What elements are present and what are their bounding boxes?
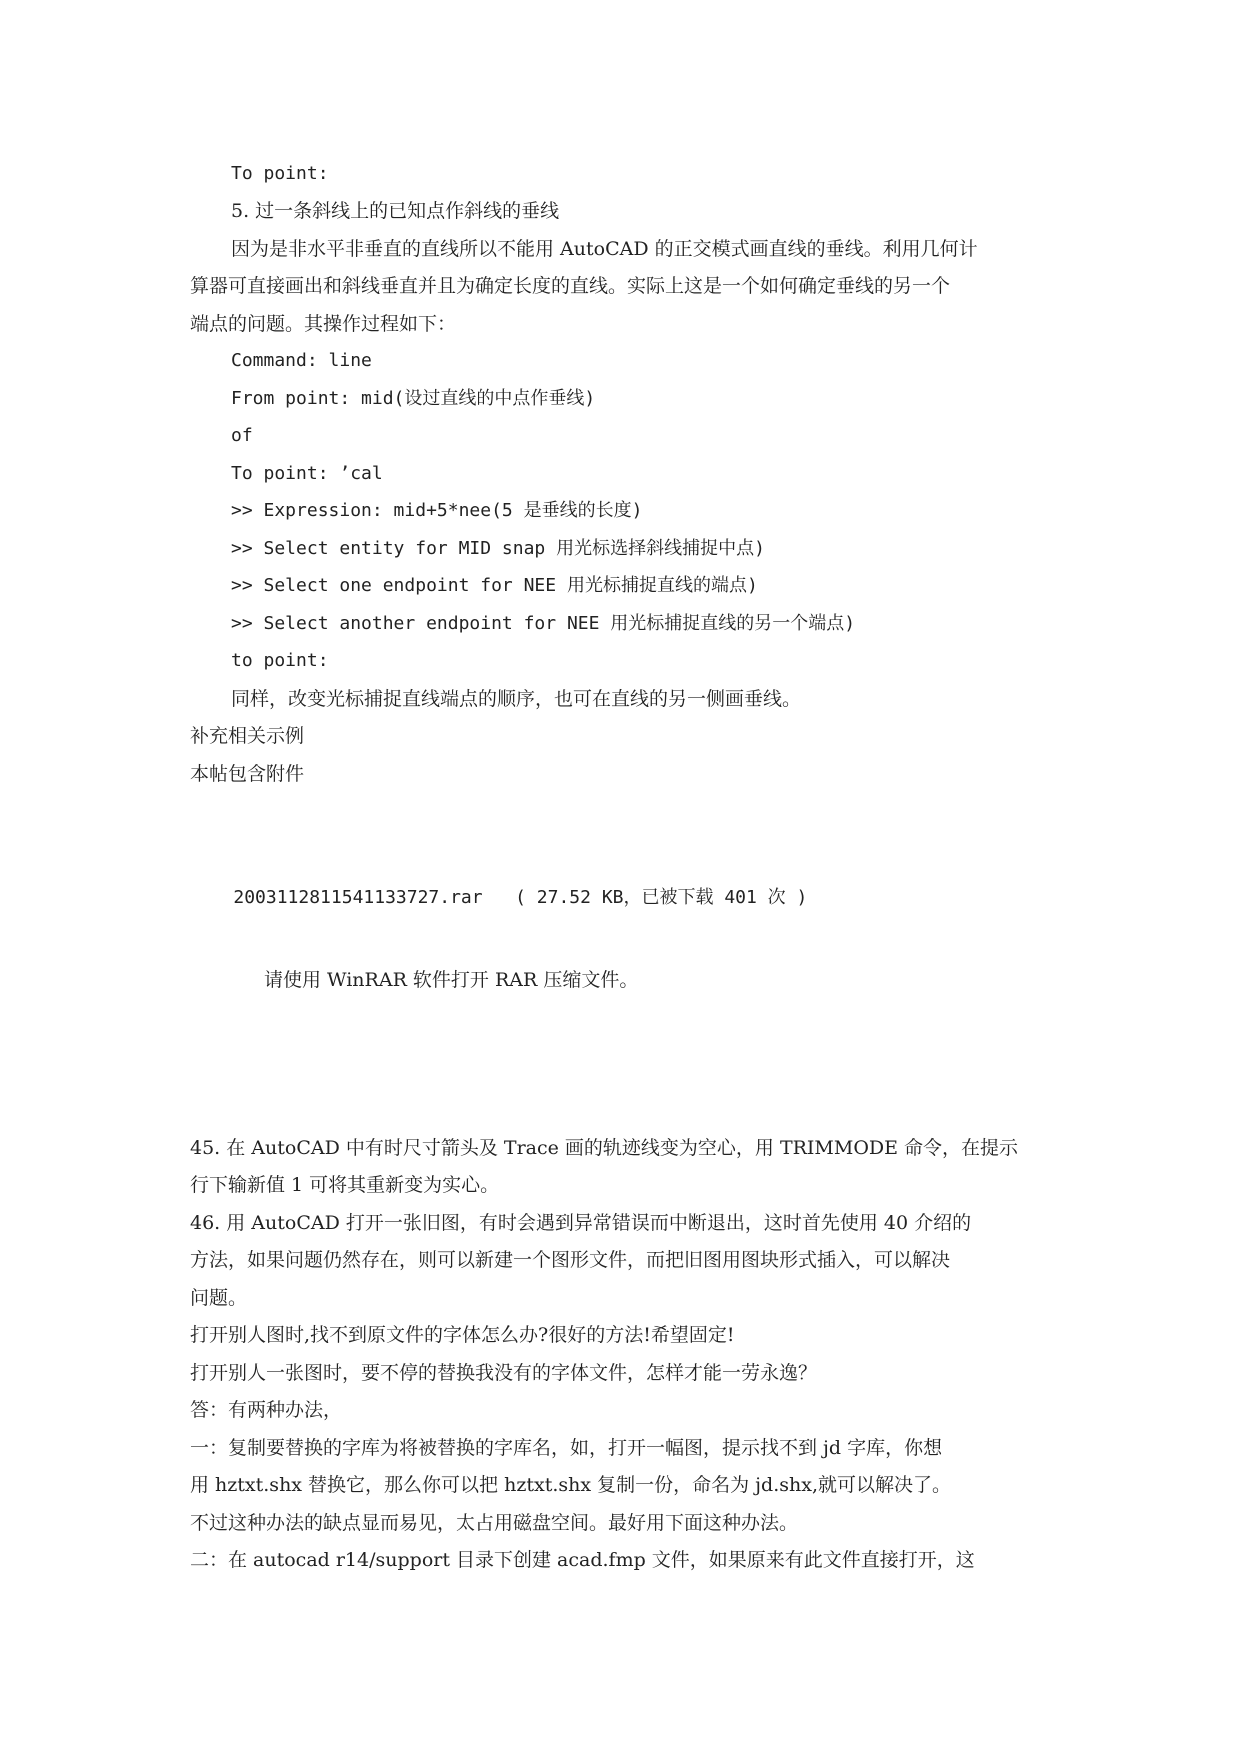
attachment-label: 本帖包含附件	[190, 763, 305, 785]
paragraph-line: 一：复制要替换的字库为将被替换的字库名，如，打开一幅图，提示找不到 jd 字库，你想	[190, 1437, 943, 1459]
command-line: From point: mid(设过直线的中点作垂线)	[231, 388, 596, 409]
winrar-hint: 请使用 WinRAR 软件打开 RAR 压缩文件。	[264, 969, 639, 991]
paragraph-line: 端点的问题。其操作过程如下：	[190, 313, 457, 335]
paragraph-line: 二：在 autocad r14/support 目录下创建 acad.fmp 文件，如果原来有此文件直接打开，这	[190, 1549, 975, 1571]
attachment-info: ( 27.52 KB，已被下载 401 次 )	[515, 887, 808, 908]
command-line: to point:	[231, 650, 329, 671]
paragraph-line: 46. 用 AutoCAD 打开一张旧图，有时会遇到异常错误而中断退出，这时首先使用 40 介绍的	[190, 1212, 972, 1234]
section-heading-5: 5. 过一条斜线上的已知点作斜线的垂线	[231, 200, 560, 222]
paragraph-line: 45. 在 AutoCAD 中有时尺寸箭头及 Trace 画的轨迹线变为空心，用 TRIMMODE 命令，在提示	[190, 1137, 1019, 1159]
attachment-filename-link[interactable]: 20031128115411337​27.rar	[233, 887, 483, 908]
paragraph-line: 用 hztxt.shx 替换它，那么你可以把 hztxt.shx 复制一份，命名为 jd.shx,就可以解决了。	[190, 1474, 951, 1496]
command-line: >> Select entity for MID snap 用光标选择斜线捕捉中点)	[231, 538, 765, 559]
text-to-point: To point:	[231, 163, 329, 184]
paragraph-line: 行下输新值 1 可将其重新变为实心。	[190, 1174, 500, 1196]
command-line: >> Select one endpoint for NEE 用光标捕捉直线的端点)	[231, 575, 758, 596]
paragraph-line: 同样，改变光标捕捉直线端点的顺序，也可在直线的另一侧画垂线。	[231, 688, 802, 710]
command-line: >> Select another endpoint for NEE 用光标捕捉直线的另一个端点)	[231, 613, 856, 634]
command-line: Command: line	[231, 350, 372, 371]
paragraph-line: 打开别人一张图时，要不停的替换我没有的字体文件，怎样才能一劳永逸？	[190, 1362, 818, 1384]
paragraph-line: 因为是非水平非垂直的直线所以不能用 AutoCAD 的正交模式画直线的垂线。利用几何计	[231, 238, 978, 260]
paragraph-line: 算器可直接画出和斜线垂直并且为确定长度的直线。实际上这是一个如何确定垂线的另一个	[190, 275, 951, 297]
paragraph-line: 不过这种办法的缺点显而易见，太占用磁盘空间。最好用下面这种办法。	[190, 1512, 799, 1534]
paragraph-line: 问题。	[190, 1287, 248, 1309]
command-line: To point: ’cal	[231, 463, 383, 484]
paragraph-line: 答：有两种办法，	[190, 1399, 343, 1421]
paragraph-line: 方法，如果问题仍然存在，则可以新建一个图形文件，而把旧图用图块形式插入，可以解决	[190, 1249, 951, 1271]
attachment-row	[190, 862, 807, 934]
command-line: >> Expression: mid+5*nee(5 是垂线的长度)	[231, 500, 643, 521]
supplement-label: 补充相关示例	[190, 725, 305, 747]
paragraph-line: 打开别人图时,找不到原文件的字体怎么办?很好的方法!希望固定!	[190, 1324, 735, 1346]
command-line: of	[231, 425, 253, 446]
